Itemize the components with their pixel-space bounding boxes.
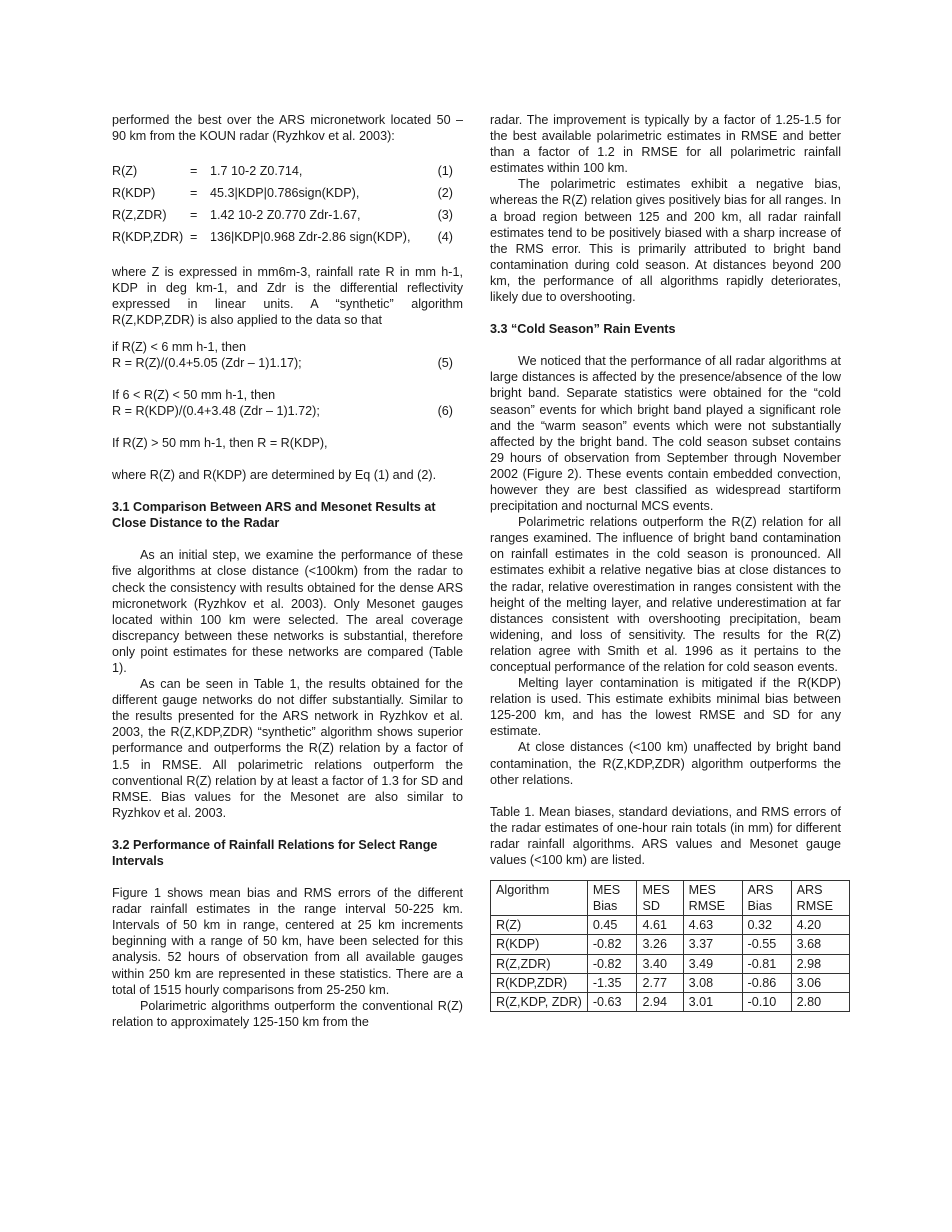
- table-cell: 2.80: [791, 992, 849, 1011]
- table-cell: R(KDP,ZDR): [491, 973, 588, 992]
- table-cell: 0.32: [742, 916, 791, 935]
- table-row: [491, 973, 850, 992]
- table-cell: 2.94: [637, 992, 683, 1011]
- table-row: [491, 992, 850, 1011]
- table-cell: 2.77: [637, 973, 683, 992]
- section-3-1-paragraph-2: As can be seen in Table 1, the results obtained for the different gauge networks do not differ substantially. Similar to the results presented for the ARS network in Ryzhkov et al. 2003, the R(Z,KDP,ZDR) “synthetic” algorithm shows superior performance and outperforms the R(Z) relation by a factor of 1.5 in RMSE. All polarimetric relations outperform the conventional R(Z) relation by at least a factor of 1.3 for SD and RMSE. Bias values for the Mesonet are also similar to Ryzhkov et al. 2003.: [112, 677, 463, 820]
- table-row: [491, 954, 850, 973]
- table-cell: 4.63: [683, 916, 742, 935]
- section-3-3-paragraph-2: Polarimetric relations outperform the R(Z) relation for all ranges examined. The influence of bright band contamination on rainfall estimates in the cold season is pronounced. All estimates exhibit a relative negative bias at close distances to the radar, relative overestimation in ranges consistent with the height of the melting layer, and relative underestimation at far distances consistent with overshooting precipitation, beam widening, and loss of sensitivity. The results for the R(Z) relation agree with Smith et al. 1996 as it pertains to the conceptual performance of the relation for cold season events.: [490, 515, 841, 674]
- equation-5-number: (5): [437, 355, 453, 370]
- equation-1-number: (1): [437, 164, 453, 179]
- where-paragraph: where Z is expressed in mm6m-3, rainfall rate R in mm h-1, KDP in deg km-1, and Zdr is the differential reflectivity expressed in linear units. A “synthetic” algorithm R(Z,KDP,ZDR) is also applied to the data so that: [112, 265, 463, 328]
- where-2-paragraph: where R(Z) and R(KDP) are determined by Eq (1) and (2).: [112, 468, 437, 483]
- equation-6: [112, 403, 463, 419]
- left-column: [112, 112, 463, 1030]
- table-cell: R(Z,KDP, ZDR): [491, 992, 588, 1011]
- table-header-cell: MES RMSE: [683, 881, 742, 916]
- equation-6-body: R = R(KDP)/(0.4+3.48 (Zdr – 1)1.72);: [112, 403, 320, 418]
- table-header-cell: MES Bias: [587, 881, 637, 916]
- right-paragraph-1: radar. The improvement is typically by a factor of 1.25-1.5 for the best available polarimetric estimates in RMSE and better than a factor of 1.2 in RMSE for all polarimetric rainfall estimates within 100 km.: [490, 113, 841, 176]
- table-cell: 4.20: [791, 916, 849, 935]
- equation-4: R(KDP,ZDR) = 136|KDP|0.968 Zdr-2.86 sign(KDP), (4): [112, 226, 463, 248]
- table-header-cell: Algorithm: [491, 881, 588, 916]
- equation-4-lhs: R(KDP,ZDR): [112, 230, 184, 245]
- section-3-2-paragraph-1: Figure 1 shows mean bias and RMS errors of the different radar rainfall estimates in the range interval 50-225 km. Intervals of 50 km in range, centered at 25 km increments beginning with a range of 50 km, have been selected for this analysis. 52 hours of observation from all available gauges within 250 km are represented in these statistics. There are a total of 1515 hourly comparisons from 25-250 km.: [112, 886, 463, 997]
- table-header-cell: ARS Bias: [742, 881, 791, 916]
- table-cell: -0.63: [587, 992, 637, 1011]
- section-3-2-heading: 3.2 Performance of Rainfall Relations for Select Range Intervals: [112, 837, 438, 868]
- equation-2-number: (2): [437, 186, 453, 201]
- table-cell: 3.49: [683, 954, 742, 973]
- table-cell: -1.35: [587, 973, 637, 992]
- section-3-3-paragraph-3: Melting layer contamination is mitigated if the R(KDP) relation is used. This estimate exhibits minimal bias between 125-200 km, and has the lowest RMSE and SD for any estimate.: [490, 676, 841, 739]
- equation-3-rhs: 1.42 10-2 Z0.770 Zdr-1.67,: [210, 208, 361, 223]
- table-cell: R(Z): [491, 916, 588, 935]
- equation-5-body: R = R(Z)/(0.4+5.05 (Zdr – 1)1.17);: [112, 355, 302, 370]
- condition-3: If R(Z) > 50 mm h-1, then R = R(KDP),: [112, 435, 328, 450]
- equation-4-number: (4): [437, 230, 453, 245]
- equation-2: R(KDP) = 45.3|KDP|0.786sign(KDP), (2): [112, 182, 463, 204]
- table-header-cell: ARS RMSE: [791, 881, 849, 916]
- results-table: [490, 880, 850, 1012]
- section-3-1-heading: 3.1 Comparison Between ARS and Mesonet Results at Close Distance to the Radar: [112, 500, 436, 531]
- section-3-3-paragraph-4: At close distances (<100 km) unaffected by bright band contamination, the R(Z,KDP,ZDR) algorithm outperforms the other relations.: [490, 740, 841, 787]
- table-cell: -0.86: [742, 973, 791, 992]
- table-header-row: [491, 881, 850, 916]
- table-cell: 3.08: [683, 973, 742, 992]
- equation-1: R(Z) = 1.7 10-2 Z0.714, (1): [112, 160, 463, 182]
- equation-1-rhs: 1.7 10-2 Z0.714,: [210, 164, 303, 179]
- section-3-3-paragraph-1: We noticed that the performance of all radar algorithms at large distances is affected by the presence/absence of the low bright band. Separate statistics were obtained for the “cold season” events for which bright band played a significant role and the “warm season” events which were not substantially affected by the bright band. The cold season subset contains 29 hours of observation from September through November 2002 (Figure 2). These events contain embedded convection, however they are best classified as widespread startiform precipitation and nocturnal MCS events.: [490, 354, 841, 514]
- table-cell: R(Z,ZDR): [491, 954, 588, 973]
- table-cell: -0.10: [742, 992, 791, 1011]
- table-cell: 3.06: [791, 973, 849, 992]
- right-column: [490, 112, 841, 1012]
- table-cell: 4.61: [637, 916, 683, 935]
- table-cell: 3.40: [637, 954, 683, 973]
- table-cell: -0.55: [742, 935, 791, 954]
- equation-4-rhs: 136|KDP|0.968 Zdr-2.86 sign(KDP),: [210, 230, 411, 245]
- condition-2: If 6 < R(Z) < 50 mm h-1, then: [112, 387, 276, 402]
- equation-3: R(Z,ZDR) = 1.42 10-2 Z0.770 Zdr-1.67, (3): [112, 204, 463, 226]
- table-header-cell: MES SD: [637, 881, 683, 916]
- table-cell: 0.45: [587, 916, 637, 935]
- equation-2-lhs: R(KDP): [112, 186, 156, 201]
- table-cell: -0.81: [742, 954, 791, 973]
- equation-3-number: (3): [437, 208, 453, 223]
- right-paragraph-2: The polarimetric estimates exhibit a negative bias, whereas the R(Z) relation gives positively bias for all ranges. In a broad region between 125 and 200 km, all radar rainfall estimates tend to be positively biased with a sharp increase of the RMS error. This is primarily attributed to bright band contamination during cold season. At distances beyond 200 km, the performance of all algorithms rapidly deteriorates, likely due to overshooting.: [490, 177, 841, 305]
- table-row: [491, 935, 850, 954]
- table-cell: R(KDP): [491, 935, 588, 954]
- table-caption: Table 1. Mean biases, standard deviations, and RMS errors of the radar estimates of one-hour rain totals (in mm) for different radar rainfall algorithms. ARS values and Mesonet gauge values (<100 km) are listed.: [490, 804, 841, 868]
- section-3-3-heading: 3.3 “Cold Season” Rain Events: [490, 322, 676, 337]
- table-cell: 3.26: [637, 935, 683, 954]
- table-row: [491, 916, 850, 935]
- condition-1: if R(Z) < 6 mm h-1, then: [112, 339, 247, 354]
- table-cell: -0.82: [587, 935, 637, 954]
- equation-1-lhs: R(Z): [112, 164, 138, 179]
- table-cell: 2.98: [791, 954, 849, 973]
- intro-paragraph: performed the best over the ARS micronetwork located 50 – 90 km from the KOUN radar (Ryzhkov et al. 2003):: [112, 113, 463, 144]
- equation-5: [112, 355, 463, 371]
- equation-3-lhs: R(Z,ZDR): [112, 208, 167, 223]
- equation-6-number: (6): [437, 403, 453, 418]
- table-cell: 3.37: [683, 935, 742, 954]
- equation-2-rhs: 45.3|KDP|0.786sign(KDP),: [210, 186, 360, 201]
- section-3-2-paragraph-2: Polarimetric algorithms outperform the conventional R(Z) relation to approximately 125-150 km from the: [112, 998, 463, 1029]
- table-cell: -0.82: [587, 954, 637, 973]
- table-cell: 3.68: [791, 935, 849, 954]
- table-cell: 3.01: [683, 992, 742, 1011]
- section-3-1-paragraph-1: As an initial step, we examine the performance of these five algorithms at close distance (<100km) from the radar to check the consistency with results obtained for the dense ARS micronetwork (Ryzhkov et al. 2003). Only Mesonet gauges located within 100 km were selected. The areal coverage discrepancy between these networks is substantial, therefore only point estimates for these networks are compared (Table 1).: [112, 548, 463, 675]
